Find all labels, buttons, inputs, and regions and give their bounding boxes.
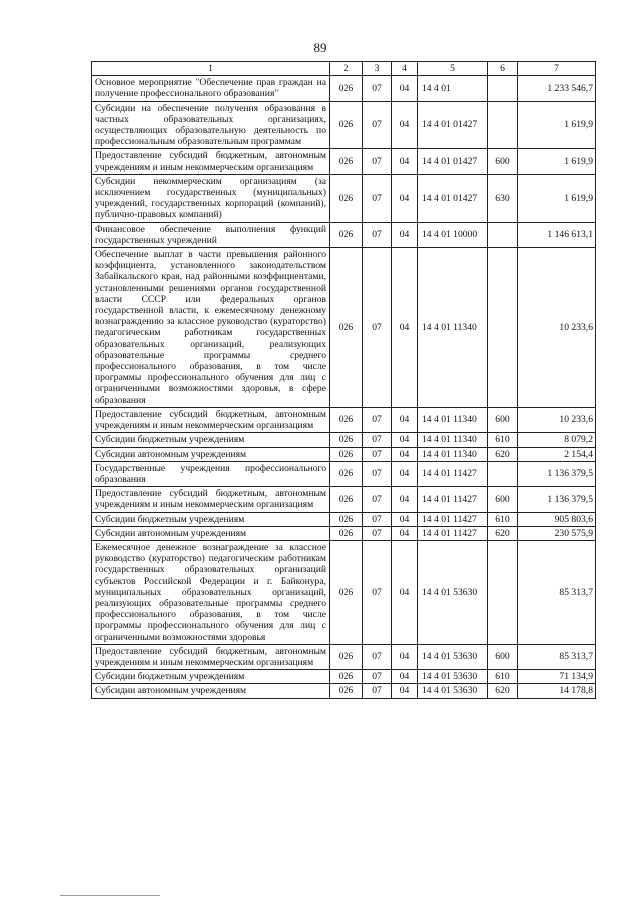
row-description: Финансовое обеспечение выполнения функций государственных учреждений xyxy=(92,222,330,247)
table-row xyxy=(92,149,596,174)
amount: 85 313,7 xyxy=(518,540,596,644)
section-code: 07 xyxy=(363,684,392,698)
budget-table xyxy=(91,61,596,699)
table-body xyxy=(92,76,596,698)
row-description: Субсидии некоммерческим организациям (за исключением государственных (муниципальных) учреждений, государственных корпораций (компаний), публично-правовых компаний) xyxy=(92,174,330,222)
amount: 1 619,9 xyxy=(518,174,596,222)
section-code: 07 xyxy=(363,174,392,222)
row-description: Предоставление субсидий бюджетным, автономным учреждениям и иным некоммерческим организациям xyxy=(92,644,330,669)
subsection-code: 04 xyxy=(392,447,418,461)
column-header: 3 xyxy=(363,62,392,76)
section-code: 07 xyxy=(363,433,392,447)
amount: 905 803,6 xyxy=(518,512,596,526)
admin-code: 026 xyxy=(330,149,363,174)
expense-type-code xyxy=(488,461,518,486)
table-row xyxy=(92,487,596,512)
section-code: 07 xyxy=(363,461,392,486)
amount: 8 079,2 xyxy=(518,433,596,447)
table-header-row xyxy=(92,62,596,76)
admin-code: 026 xyxy=(330,670,363,684)
admin-code: 026 xyxy=(330,526,363,540)
table-row xyxy=(92,101,596,149)
target-article-code: 14 4 01 11427 xyxy=(418,487,488,512)
column-header: 6 xyxy=(488,62,518,76)
target-article-code: 14 4 01 53630 xyxy=(418,670,488,684)
amount: 1 146 613,1 xyxy=(518,222,596,247)
subsection-code: 04 xyxy=(392,540,418,644)
row-description: Субсидии автономным учреждениям xyxy=(92,447,330,461)
amount: 1 233 546,7 xyxy=(518,76,596,101)
row-description: Предоставление субсидий бюджетным, автономным учреждениям и иным некоммерческим организациям xyxy=(92,149,330,174)
section-code: 07 xyxy=(363,407,392,432)
table-row xyxy=(92,461,596,486)
row-description: Предоставление субсидий бюджетным, автономным учреждениям и иным некоммерческим организациям xyxy=(92,407,330,432)
row-description: Субсидии бюджетным учреждениям xyxy=(92,512,330,526)
row-description: Субсидии бюджетным учреждениям xyxy=(92,670,330,684)
subsection-code: 04 xyxy=(392,684,418,698)
section-code: 07 xyxy=(363,447,392,461)
column-header: 4 xyxy=(392,62,418,76)
amount: 230 575,9 xyxy=(518,526,596,540)
expense-type-code xyxy=(488,540,518,644)
table-row xyxy=(92,76,596,101)
footer-divider xyxy=(60,895,160,896)
target-article-code: 14 4 01 11427 xyxy=(418,512,488,526)
page-number: 89 xyxy=(313,40,327,55)
subsection-code: 04 xyxy=(392,461,418,486)
admin-code: 026 xyxy=(330,644,363,669)
target-article-code: 14 4 01 11340 xyxy=(418,248,488,408)
target-article-code: 14 4 01 01427 xyxy=(418,149,488,174)
target-article-code: 14 4 01 10000 xyxy=(418,222,488,247)
expense-type-code: 620 xyxy=(488,684,518,698)
target-article-code: 14 4 01 11340 xyxy=(418,407,488,432)
table-row xyxy=(92,433,596,447)
section-code: 07 xyxy=(363,248,392,408)
table-row xyxy=(92,222,596,247)
amount: 2 154,4 xyxy=(518,447,596,461)
subsection-code: 04 xyxy=(392,407,418,432)
amount: 1 619,9 xyxy=(518,149,596,174)
table-row xyxy=(92,512,596,526)
subsection-code: 04 xyxy=(392,670,418,684)
expense-type-code: 630 xyxy=(488,174,518,222)
table-row xyxy=(92,670,596,684)
subsection-code: 04 xyxy=(392,644,418,669)
subsection-code: 04 xyxy=(392,222,418,247)
subsection-code: 04 xyxy=(392,101,418,149)
section-code: 07 xyxy=(363,76,392,101)
admin-code: 026 xyxy=(330,433,363,447)
amount: 10 233,6 xyxy=(518,248,596,408)
admin-code: 026 xyxy=(330,248,363,408)
table-row xyxy=(92,684,596,698)
expense-type-code xyxy=(488,101,518,149)
row-description: Субсидии автономным учреждениям xyxy=(92,684,330,698)
row-description: Основное мероприятие "Обеспечение прав граждан на получение профессионального образования" xyxy=(92,76,330,101)
column-header: 7 xyxy=(518,62,596,76)
column-header: 1 xyxy=(92,62,330,76)
expense-type-code: 620 xyxy=(488,526,518,540)
admin-code: 026 xyxy=(330,174,363,222)
section-code: 07 xyxy=(363,540,392,644)
target-article-code: 14 4 01 53630 xyxy=(418,540,488,644)
table-row xyxy=(92,644,596,669)
section-code: 07 xyxy=(363,487,392,512)
admin-code: 026 xyxy=(330,684,363,698)
amount: 71 134,9 xyxy=(518,670,596,684)
expense-type-code: 600 xyxy=(488,407,518,432)
admin-code: 026 xyxy=(330,222,363,247)
section-code: 07 xyxy=(363,644,392,669)
admin-code: 026 xyxy=(330,76,363,101)
target-article-code: 14 4 01 53630 xyxy=(418,644,488,669)
table-row xyxy=(92,407,596,432)
expense-type-code: 600 xyxy=(488,149,518,174)
subsection-code: 04 xyxy=(392,248,418,408)
expense-type-code xyxy=(488,76,518,101)
section-code: 07 xyxy=(363,670,392,684)
table-row xyxy=(92,540,596,644)
row-description: Субсидии бюджетным учреждениям xyxy=(92,433,330,447)
expense-type-code: 610 xyxy=(488,512,518,526)
row-description: Субсидии на обеспечение получения образования в частных образовательных организациях, осуществляющих образовательную деятельность по профессиональным образовательным программам xyxy=(92,101,330,149)
table-row xyxy=(92,248,596,408)
admin-code: 026 xyxy=(330,461,363,486)
expense-type-code xyxy=(488,248,518,408)
admin-code: 026 xyxy=(330,407,363,432)
amount: 1 619,9 xyxy=(518,101,596,149)
expense-type-code: 620 xyxy=(488,447,518,461)
target-article-code: 14 4 01 11340 xyxy=(418,447,488,461)
expense-type-code: 600 xyxy=(488,487,518,512)
subsection-code: 04 xyxy=(392,149,418,174)
subsection-code: 04 xyxy=(392,512,418,526)
target-article-code: 14 4 01 xyxy=(418,76,488,101)
target-article-code: 14 4 01 01427 xyxy=(418,174,488,222)
row-description: Ежемесячное денежное вознаграждение за классное руководство (кураторство) педагогическим работникам государственных образовательных организаций субъектов Российской Федерации и г. Байконура, муниципальных образовательных организаций, реализующих образовательные программы среднего профессионального образования, в том числе программы профессионального обучения для лиц с ограниченными возможностями здоровья xyxy=(92,540,330,644)
section-code: 07 xyxy=(363,101,392,149)
section-code: 07 xyxy=(363,512,392,526)
section-code: 07 xyxy=(363,149,392,174)
row-description: Государственные учреждения профессионального образования xyxy=(92,461,330,486)
admin-code: 026 xyxy=(330,447,363,461)
expense-type-code: 600 xyxy=(488,644,518,669)
admin-code: 026 xyxy=(330,512,363,526)
subsection-code: 04 xyxy=(392,76,418,101)
section-code: 07 xyxy=(363,222,392,247)
row-description: Предоставление субсидий бюджетным, автономным учреждениям и иным некоммерческим организациям xyxy=(92,487,330,512)
target-article-code: 14 4 01 01427 xyxy=(418,101,488,149)
subsection-code: 04 xyxy=(392,433,418,447)
amount: 1 136 379,5 xyxy=(518,461,596,486)
table-row xyxy=(92,526,596,540)
column-header: 2 xyxy=(330,62,363,76)
amount: 1 136 379,5 xyxy=(518,487,596,512)
row-description: Обеспечение выплат в части превышения районного коэффициента, установленного законодательством Забайкальского края, над районными коэффициентами, установленными решениями органов государственной власти СССР или федеральных органов государственной власти, к ежемесячному денежному вознаграждению за классное руководство (кураторство) педагогическим работникам государственных образовательных организаций, реализующих образовательные программы среднего профессионального образования, в том числе программы профессионального обучения для лиц с ограниченными возможностями здоровья, в сфере образования xyxy=(92,248,330,408)
subsection-code: 04 xyxy=(392,174,418,222)
column-header: 5 xyxy=(418,62,488,76)
subsection-code: 04 xyxy=(392,526,418,540)
amount: 14 178,8 xyxy=(518,684,596,698)
admin-code: 026 xyxy=(330,540,363,644)
table-row xyxy=(92,174,596,222)
admin-code: 026 xyxy=(330,101,363,149)
amount: 10 233,6 xyxy=(518,407,596,432)
row-description: Субсидии автономным учреждениям xyxy=(92,526,330,540)
admin-code: 026 xyxy=(330,487,363,512)
subsection-code: 04 xyxy=(392,487,418,512)
target-article-code: 14 4 01 53630 xyxy=(418,684,488,698)
section-code: 07 xyxy=(363,526,392,540)
target-article-code: 14 4 01 11340 xyxy=(418,433,488,447)
target-article-code: 14 4 01 11427 xyxy=(418,461,488,486)
expense-type-code: 610 xyxy=(488,433,518,447)
amount: 85 313,7 xyxy=(518,644,596,669)
expense-type-code: 610 xyxy=(488,670,518,684)
table-row xyxy=(92,447,596,461)
target-article-code: 14 4 01 11427 xyxy=(418,526,488,540)
expense-type-code xyxy=(488,222,518,247)
